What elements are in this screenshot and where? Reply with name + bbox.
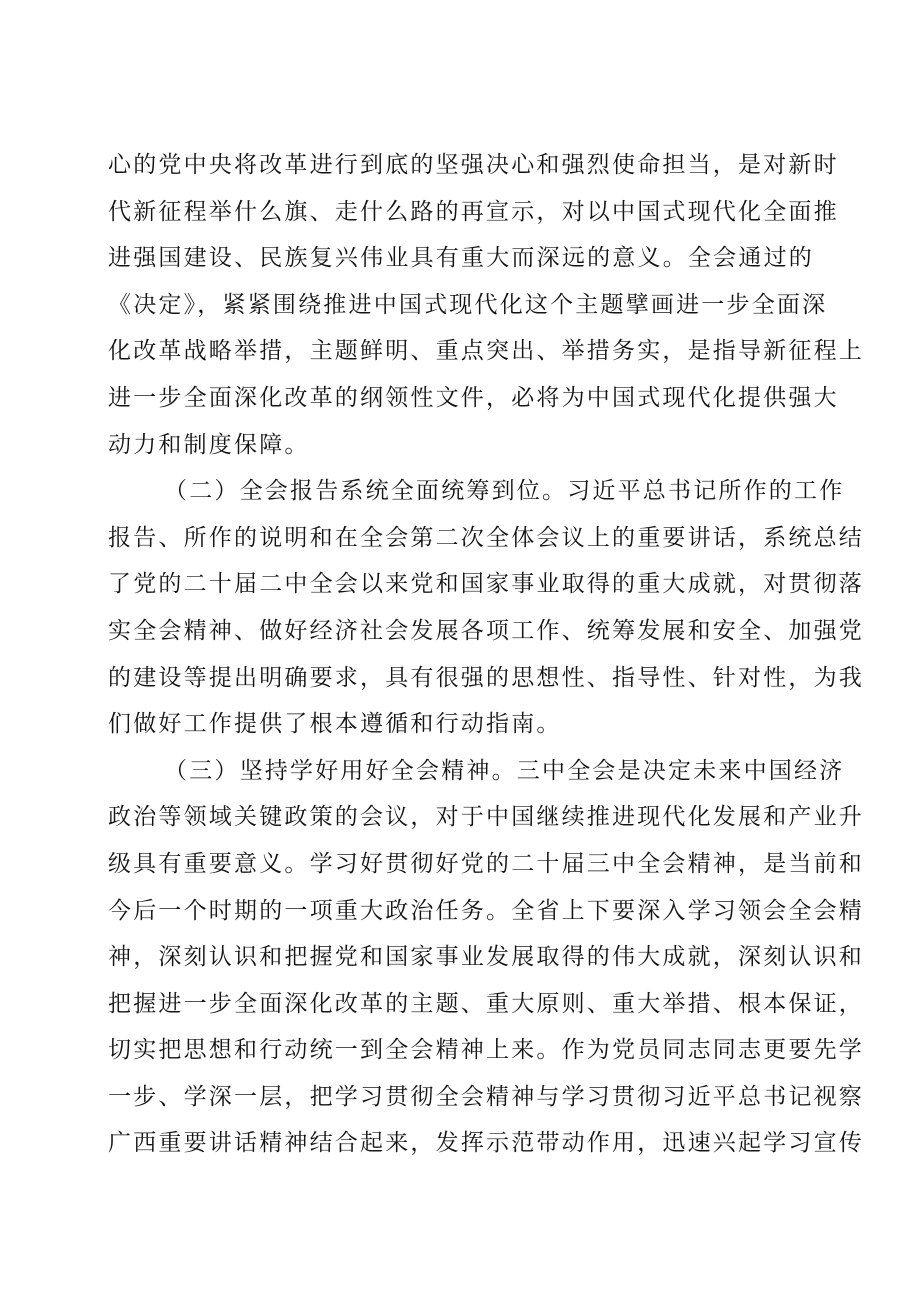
text-line: 的建设等提出明确要求，具有很强的思想性、指导性、针对性，为我 (108, 664, 864, 691)
paragraph-1 (108, 142, 864, 468)
text-line: 们做好工作提供了根本遵循和行动指南。 (108, 711, 562, 738)
paragraph-2 (108, 468, 864, 748)
text-line: 政治等领域关键政策的会议，对于中国继续推进现代化发展和产业升 (108, 804, 864, 831)
text-line: 动力和制度保障。 (108, 431, 310, 458)
text-line: 进一步全面深化改革的纲领性文件，必将为中国式现代化提供强大 (108, 384, 839, 411)
paragraph-3 (108, 748, 864, 1167)
text-line: （二）全会报告系统全面统筹到位。习近平总书记所作的工作 (164, 478, 845, 505)
text-line: 代新征程举什么旗、走什么路的再宣示，对以中国式现代化全面推 (108, 198, 839, 225)
text-line: 化改革战略举措，主题鲜明、重点突出、举措务实，是指导新征程上 (108, 338, 864, 365)
text-line: 级具有重要意义。学习好贯彻好党的二十届三中全会精神，是当前和 (108, 850, 864, 877)
text-line: 报告、所作的说明和在全会第二次全体会议上的重要讲话，系统总结 (108, 524, 864, 551)
text-line: 今后一个时期的一项重大政治任务。全省上下要深入学习领会全会精 (108, 897, 864, 924)
text-line: 心的党中央将改革进行到底的坚强决心和强烈使命担当，是对新时 (108, 152, 839, 178)
text-line: 一步、学深一层，把学习贯彻全会精神与学习贯彻习近平总书记视察 (108, 1083, 864, 1110)
text-line: 了党的二十届二中全会以来党和国家事业取得的重大成就，对贯彻落 (108, 571, 864, 598)
text-line: 切实把思想和行动统一到全会精神上来。作为党员同志同志更要先学 (108, 1037, 864, 1064)
text-line: 把握进一步全面深化改革的主题、重大原则、重大举措、根本保证， (108, 990, 864, 1017)
document-body (108, 142, 864, 1167)
text-line: 《决定》，紧紧围绕推进中国式现代化这个主题擘画进一步全面深 (108, 291, 828, 318)
text-line: 神，深刻认识和把握党和国家事业发展取得的伟大成就，深刻认识和 (108, 944, 864, 971)
text-line: 进强国建设、民族复兴伟业具有重大而深远的意义。全会通过的 (108, 245, 814, 272)
text-line: 实全会精神、做好经济社会发展各项工作、统筹发展和安全、加强党 (108, 617, 864, 644)
text-line: 广西重要讲话精神结合起来，发挥示范带动作用，迅速兴起学习宣传 (108, 1130, 864, 1157)
text-line: （三）坚持学好用好全会精神。三中全会是决定未来中国经济 (164, 757, 845, 784)
